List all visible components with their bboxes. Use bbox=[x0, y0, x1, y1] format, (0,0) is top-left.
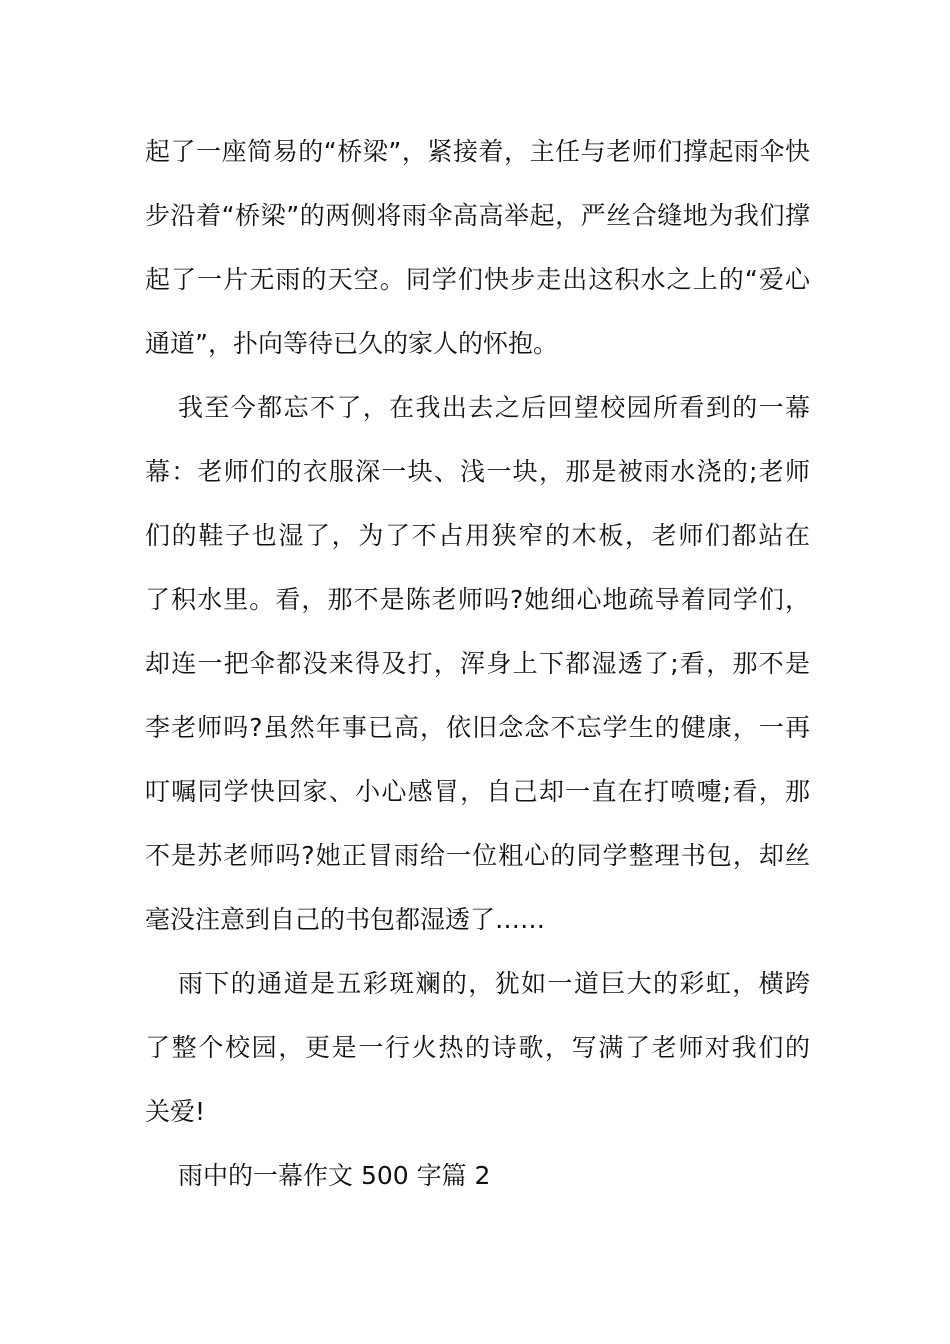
paragraph-line: 我至今都忘不了，在我出去之后回望校园所看到的一幕 bbox=[178, 393, 810, 422]
paragraph-1 bbox=[145, 120, 810, 376]
paragraph-line: 李老师吗?虽然年事已高，依旧念念不忘学生的健康，一再 bbox=[145, 713, 810, 742]
paragraph-line: 起了一座简易的“桥梁”，紧接着，主任与老师们撑起雨伞快 bbox=[145, 137, 810, 166]
document-body bbox=[145, 120, 810, 1208]
paragraph-line: 们的鞋子也湿了，为了不占用狭窄的木板，老师们都站在 bbox=[145, 521, 810, 550]
paragraph-line: 叮嘱同学快回家、小心感冒，自己却一直在打喷嚏;看，那 bbox=[145, 777, 810, 806]
paragraph-3 bbox=[145, 952, 810, 1144]
paragraph-line: 雨下的通道是五彩斑斓的，犹如一道巨大的彩虹，横跨 bbox=[178, 969, 810, 998]
section-heading-text: 雨中的一幕作文 500 字篇 2 bbox=[178, 1161, 491, 1190]
paragraph-line: 了整个校园，更是一行火热的诗歌，写满了老师对我们的 bbox=[145, 1033, 810, 1062]
paragraph-line: 不是苏老师吗?她正冒雨给一位粗心的同学整理书包，却丝 bbox=[145, 841, 810, 870]
section-heading bbox=[145, 1144, 810, 1208]
paragraph-2 bbox=[145, 376, 810, 952]
paragraph-line: 却连一把伞都没来得及打，浑身上下都湿透了;看，那不是 bbox=[145, 649, 810, 678]
paragraph-line: 通道”，扑向等待已久的家人的怀抱。 bbox=[145, 329, 558, 358]
paragraph-line: 步沿着“桥梁”的两侧将雨伞高高举起，严丝合缝地为我们撑 bbox=[145, 201, 810, 230]
paragraph-line: 关爱! bbox=[145, 1097, 206, 1126]
paragraph-line: 幕：老师们的衣服深一块、浅一块，那是被雨水浇的;老师 bbox=[145, 457, 810, 486]
paragraph-line: 了积水里。看，那不是陈老师吗?她细心地疏导着同学们， bbox=[145, 585, 810, 614]
paragraph-line: 起了一片无雨的天空。同学们快步走出这积水之上的“爱心 bbox=[145, 265, 810, 294]
paragraph-line: 毫没注意到自己的书包都湿透了…… bbox=[145, 905, 546, 934]
